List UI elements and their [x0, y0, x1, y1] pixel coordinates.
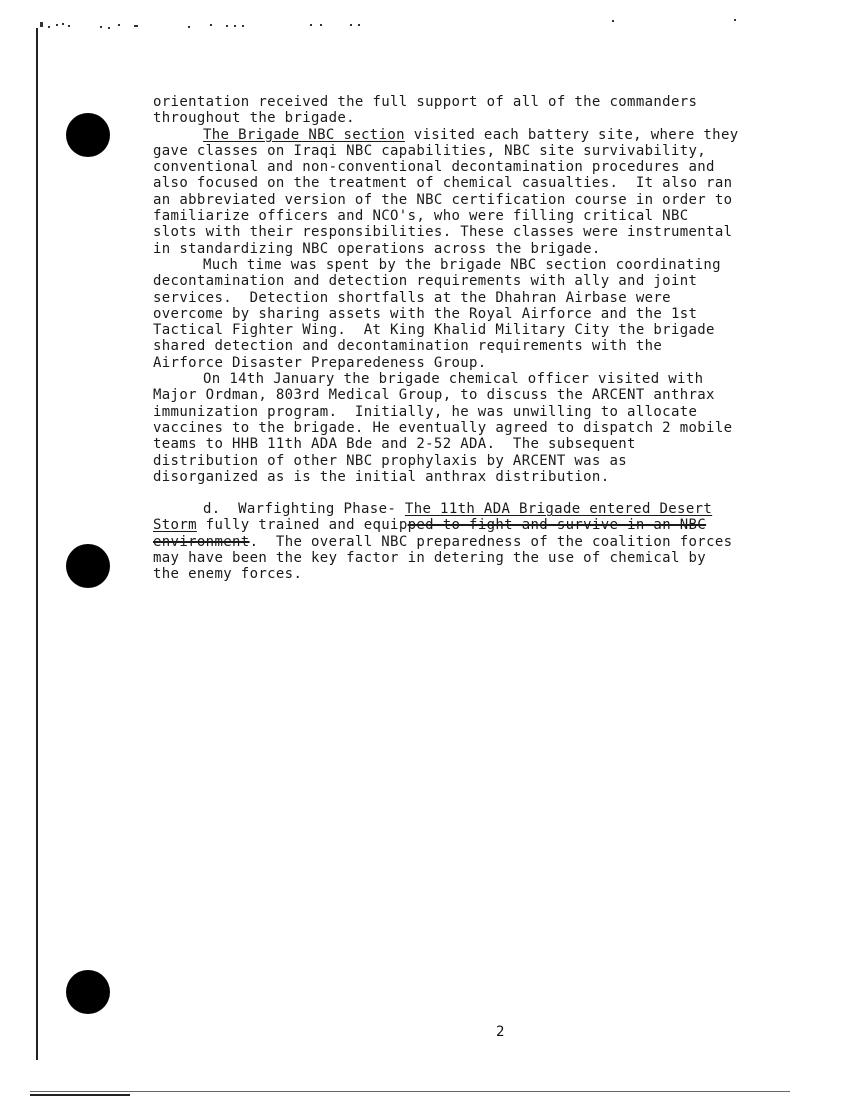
text-line: overcome by sharing assets with the Royal Airforce and the 1st — [153, 305, 698, 322]
page-number: 2 — [496, 1024, 505, 1040]
text-line: gave classes on Iraqi NBC capabilities, NBC site survivability, — [153, 142, 707, 159]
struck-phrase: ped to fight and survive in an NBC — [407, 517, 707, 534]
punch-hole — [66, 970, 110, 1014]
text-line: decontamination and detection requirements with ally and joint — [153, 273, 698, 290]
paragraph-gap — [153, 485, 833, 501]
text-line: familiarize officers and NCO's, who were filling critical NBC — [153, 208, 689, 225]
text-line: throughout the brigade. — [153, 110, 355, 127]
struck-phrase: environment — [153, 533, 250, 550]
text-line: Airforce Disaster Preparedeness Group. — [153, 354, 487, 371]
text-run: visited each battery site, where they — [404, 126, 739, 143]
text-line: conventional and non-conventional decontamination procedures and — [153, 159, 715, 176]
scan-specks — [38, 18, 838, 32]
underlined-phrase: The Brigade NBC section — [203, 126, 405, 143]
text-line: also focused on the treatment of chemical casualties. It also ran — [153, 175, 733, 192]
text-line: may have been the key factor in detering the use of chemical by — [153, 550, 707, 567]
text-run: . The overall NBC preparedness of the coalition forces — [249, 533, 733, 550]
punch-hole — [66, 544, 110, 588]
text-line: distribution of other NBC prophylaxis by ARCENT was as — [153, 452, 628, 469]
punch-hole — [66, 113, 110, 157]
scan-bottom-mark — [30, 1094, 130, 1096]
scan-margin-line — [36, 28, 38, 1060]
text-line — [153, 534, 833, 550]
paragraph-first-line: On 14th January the brigade chemical officer visited with — [203, 371, 704, 388]
paragraph-first-line: Much time was spent by the brigade NBC section coordinating — [203, 256, 721, 273]
scan-bottom-line — [30, 1091, 790, 1092]
section-lead: d. Warfighting Phase- — [203, 501, 405, 518]
text-run: fully trained and equip — [196, 517, 408, 534]
text-line: teams to HHB 11th ADA Bde and 2-52 ADA. The subsequent — [153, 436, 636, 453]
text-line: slots with their responsibilities. These classes were instrumental — [153, 224, 733, 241]
text-line: shared detection and decontamination requirements with the — [153, 338, 663, 355]
text-line: Major Ordman, 803rd Medical Group, to discuss the ARCENT anthrax — [153, 387, 715, 404]
text-line: disorganized as is the initial anthrax distribution. — [153, 468, 610, 485]
text-line: services. Detection shortfalls at the Dhahran Airbase were — [153, 289, 671, 306]
underlined-phrase: The 11th ADA Brigade entered Desert — [404, 501, 713, 518]
text-line: in standardizing NBC operations across the brigade. — [153, 240, 601, 257]
text-line: immunization program. Initially, he was unwilling to allocate — [153, 403, 698, 420]
paragraph-first-line — [153, 127, 833, 143]
text-line: vaccines to the brigade. He eventually agreed to dispatch 2 mobile — [153, 419, 733, 436]
text-line: an abbreviated version of the NBC certification course in order to — [153, 191, 733, 208]
text-line: orientation received the full support of all of the commanders — [153, 94, 698, 110]
text-line: the enemy forces. — [153, 566, 303, 583]
underlined-phrase: Storm — [153, 517, 197, 534]
body-text — [153, 94, 833, 583]
text-line — [153, 517, 833, 533]
text-line: Tactical Fighter Wing. At King Khalid Military City the brigade — [153, 322, 715, 339]
paragraph-first-line — [153, 501, 833, 517]
